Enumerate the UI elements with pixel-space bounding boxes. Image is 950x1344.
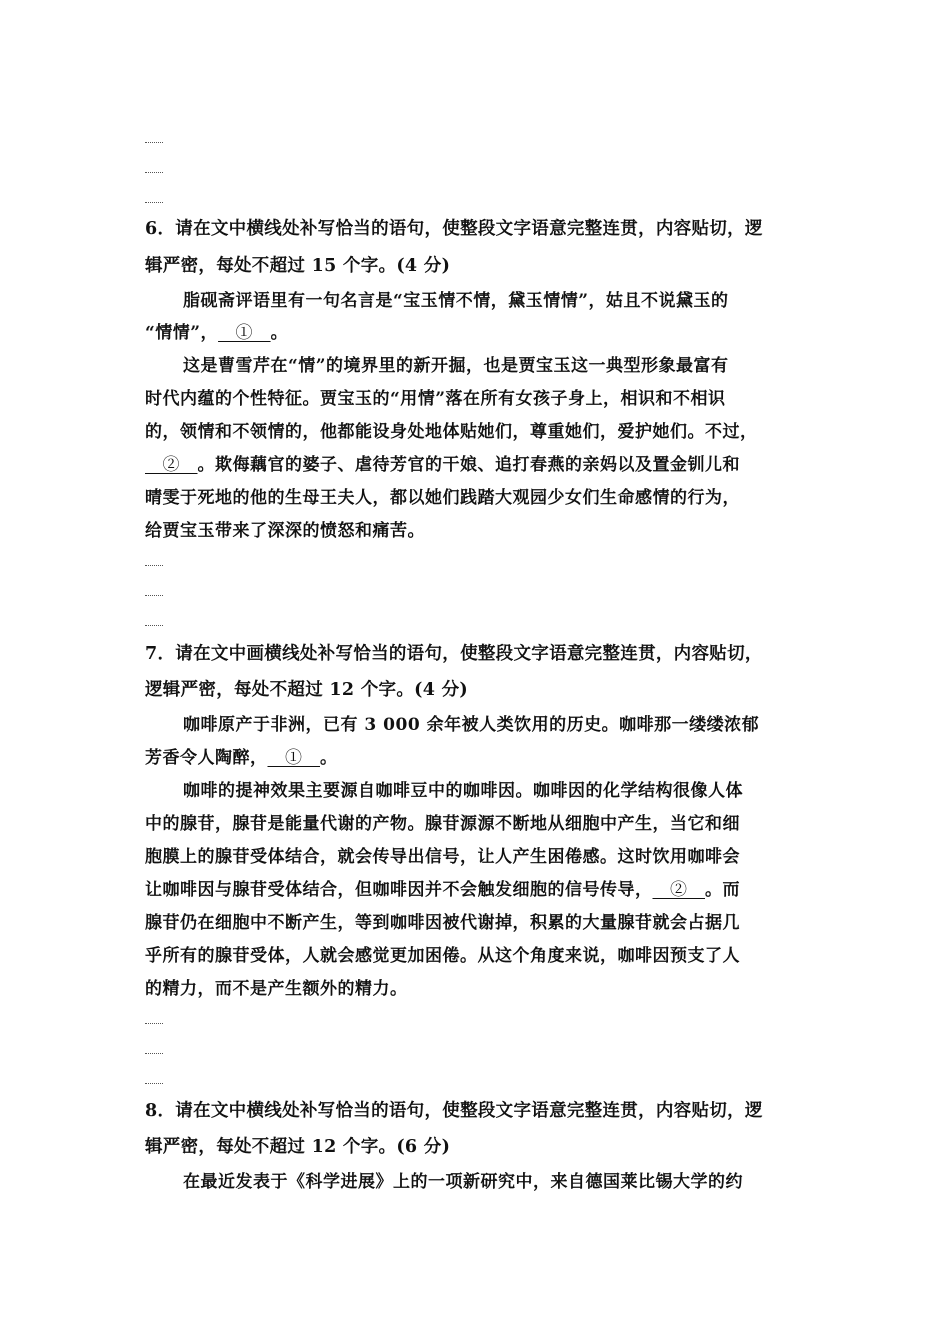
question-6-prompt: 6．请在文中横线处补写恰当的语句，使整段文字语意完整连贯，内容贴切，逻 bbox=[145, 219, 763, 239]
q6-passage-line bbox=[145, 450, 740, 475]
q6-passage-text: 。欺侮藕官的婆子、虐待芳官的干娘、追打春燕的亲妈以及置金钏儿和 bbox=[197, 455, 740, 475]
q7-blank-1[interactable]: ① bbox=[267, 748, 320, 768]
dotted-separator bbox=[145, 595, 163, 596]
q6-passage-text: 。 bbox=[270, 323, 289, 343]
dotted-separator bbox=[145, 142, 163, 143]
q7-passage-line bbox=[145, 743, 338, 768]
q6-passage-line: 晴雯于死地的他的生母王夫人，都以她们践踏大观园少女们生命感情的行为， bbox=[145, 488, 740, 508]
q7-passage-line: 中的腺苷，腺苷是能量代谢的产物。腺苷源源不断地从细胞中产生，当它和细 bbox=[145, 814, 740, 834]
q6-passage-line: 脂砚斋评语里有一句名言是“宝玉情不情，黛玉情情”，姑且不说黛玉的 bbox=[183, 291, 729, 311]
q6-passage-line: 时代内蕴的个性特征。贾宝玉的“用情”落在所有女孩子身上，相识和不相识 bbox=[145, 389, 726, 409]
dotted-separator bbox=[145, 202, 163, 203]
q8-passage-line: 在最近发表于《科学进展》上的一项新研究中，来自德国莱比锡大学的约 bbox=[183, 1172, 743, 1192]
q6-passage-line bbox=[145, 318, 288, 343]
question-7-prompt-cont: 逻辑严密，每处不超过 12 个字。(4 分) bbox=[145, 680, 468, 700]
dotted-separator bbox=[145, 1053, 163, 1054]
q7-passage-text: 让咖啡因与腺苷受体结合，但咖啡因并不会触发细胞的信号传导， bbox=[145, 880, 653, 900]
dotted-separator bbox=[145, 625, 163, 626]
q7-passage-text: 芳香令人陶醉， bbox=[145, 748, 268, 768]
q6-passage-line: 这是曹雪芹在“情”的境界里的新开掘，也是贾宝玉这一典型形象最富有 bbox=[183, 356, 729, 376]
q7-passage-line: 胞膜上的腺苷受体结合，就会传导出信号，让人产生困倦感。这时饮用咖啡会 bbox=[145, 847, 740, 867]
dotted-separator bbox=[145, 1083, 163, 1084]
q7-passage-line: 腺苷仍在细胞中不断产生，等到咖啡因被代谢掉，积累的大量腺苷就会占据几 bbox=[145, 913, 740, 933]
question-8-prompt: 8．请在文中横线处补写恰当的语句，使整段文字语意完整连贯，内容贴切，逻 bbox=[145, 1101, 763, 1121]
q6-blank-1[interactable]: ① bbox=[218, 323, 271, 343]
dotted-separator bbox=[145, 565, 163, 566]
dotted-separator bbox=[145, 172, 163, 173]
q7-passage-line: 咖啡原产于非洲，已有 3 000 余年被人类饮用的历史。咖啡那一缕缕浓郁 bbox=[183, 715, 760, 735]
q7-passage-text: 。而 bbox=[705, 880, 740, 900]
q7-passage-text: 。 bbox=[320, 748, 338, 768]
question-6-prompt-cont: 辑严密，每处不超过 15 个字。(4 分) bbox=[145, 256, 451, 276]
q6-passage-text: “情情”， bbox=[145, 323, 219, 343]
q7-passage-line: 咖啡的提神效果主要源自咖啡豆中的咖啡因。咖啡因的化学结构很像人体 bbox=[183, 781, 743, 801]
q7-passage-line: 乎所有的腺苷受体，人就会感觉更加困倦。从这个角度来说，咖啡因预支了人 bbox=[145, 946, 740, 966]
question-8-prompt-cont: 辑严密，每处不超过 12 个字。(6 分) bbox=[145, 1137, 451, 1157]
q6-passage-line: 给贾宝玉带来了深深的愤怒和痛苦。 bbox=[145, 521, 425, 541]
q6-passage-line: 的，领情和不领情的，他都能设身处地体贴她们，尊重她们，爱护她们。不过， bbox=[145, 422, 758, 442]
q7-blank-2[interactable]: ② bbox=[652, 880, 705, 900]
question-7-prompt: 7．请在文中画横线处补写恰当的语句，使整段文字语意完整连贯，内容贴切， bbox=[145, 644, 763, 664]
q7-passage-line bbox=[145, 875, 740, 900]
q6-blank-2[interactable]: ② bbox=[145, 455, 198, 475]
q7-passage-line: 的精力，而不是产生额外的精力。 bbox=[145, 979, 408, 999]
dotted-separator bbox=[145, 1023, 163, 1024]
